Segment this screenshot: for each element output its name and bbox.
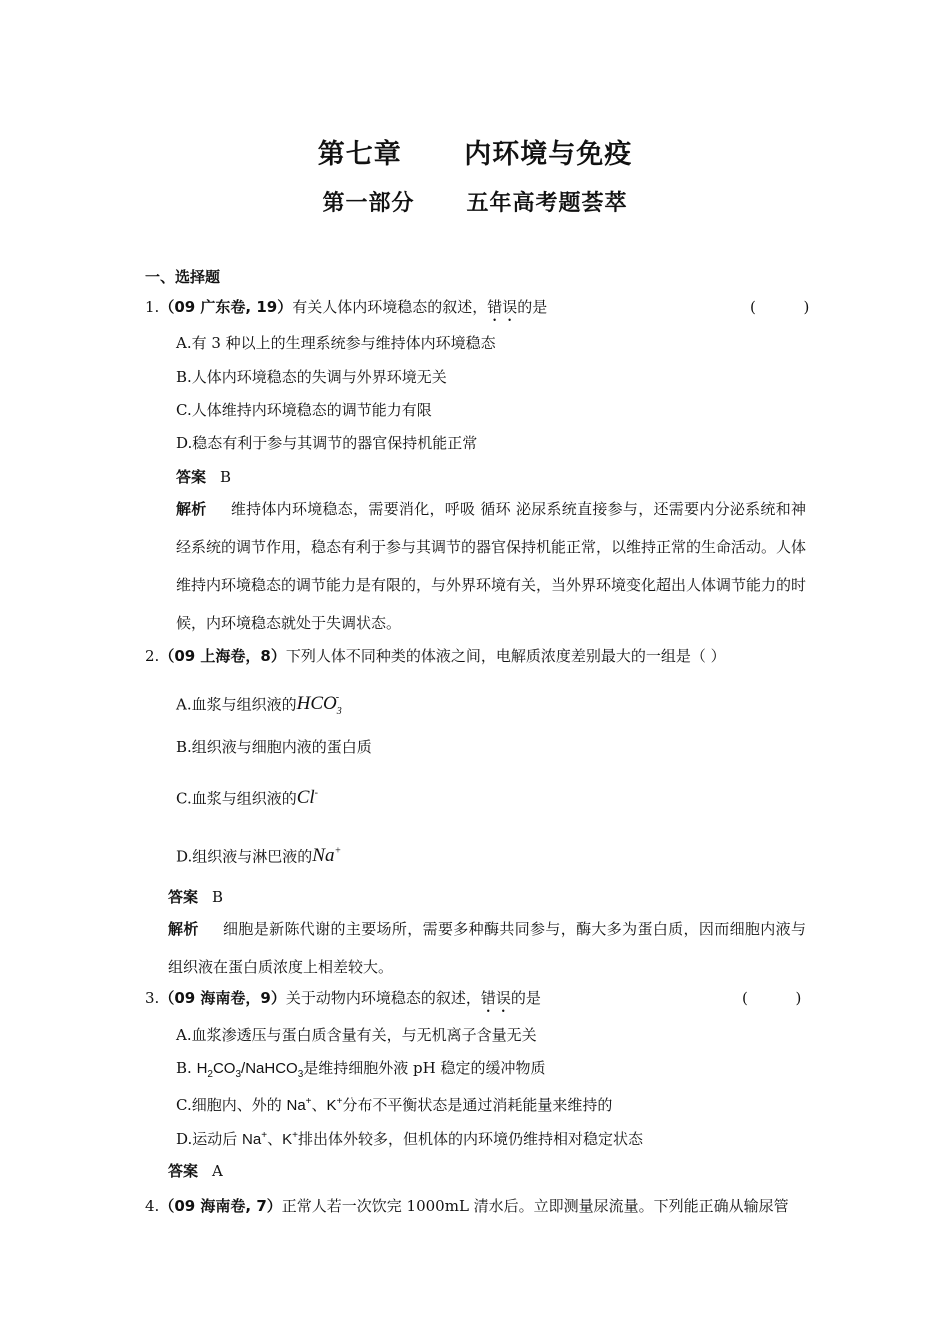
question-stem-end: 的是	[510, 989, 541, 1007]
answer-label: 答案	[168, 888, 199, 906]
question-source: （09 上海卷，8）	[159, 647, 286, 665]
question-3	[145, 988, 541, 1016]
question-4	[145, 1196, 789, 1216]
question-stem: 关于动物内环境稳态的叙述，	[285, 989, 481, 1007]
chemical-formula: $H_2CO_3/NaHCO_3$	[196, 1060, 304, 1080]
ion-na: Na+	[242, 1130, 268, 1148]
option-a: A.血浆渗透压与蛋白质含量有关，与无机离子含量无关	[176, 1026, 537, 1044]
question-stem: 正常人若一次饮完 1000mL 清水后。立即测量尿流量。下列能正确从输尿管	[281, 1197, 789, 1215]
option-a	[176, 690, 342, 722]
question-source: （09 广东卷, 19）	[159, 298, 293, 316]
answer-value: B	[212, 888, 224, 906]
section-heading: 一、选择题	[145, 268, 221, 286]
option-d: D.稳态有利于参与其调节的器官保持机能正常	[176, 434, 478, 452]
analysis-paragraph	[168, 910, 806, 986]
question-stem: 有关人体内环境稳态的叙述，	[292, 298, 488, 316]
answer-line	[168, 887, 223, 907]
answer-blank: ( )	[742, 989, 802, 1007]
question-source: （09 海南卷，9）	[159, 989, 286, 1007]
option-text: D.组织液与淋巴液的	[176, 847, 313, 866]
option-c	[176, 784, 318, 808]
analysis-text: 维持体内环境稳态，需要消化，呼吸 循环 泌尿系统直接参与，还需要内分泌系统和神经系统的调节作用，稳态有利于参与其调节的器官保持机能正常，以维持正常的生命活动。人体维持内环境稳态的调节能力是有限的，与外界环境有关，当外界环境变化超出人体调节能力的时候，内环境稳态就处于失调状态。	[176, 500, 807, 632]
option-c: C.细胞内、外的 Na+、K+分布不平衡状态是通过消耗能量来维持的	[176, 1096, 613, 1114]
question-1	[145, 297, 547, 325]
option-b: B.人体内环境稳态的失调与外界环境无关	[176, 368, 447, 386]
question-source: （09 海南卷, 7）	[159, 1197, 282, 1215]
answer-line	[176, 467, 231, 487]
question-stem: 下列人体不同种类的体液之间，电解质浓度差别最大的一组是	[285, 647, 691, 665]
answer-value: B	[220, 468, 232, 486]
ion-k: K+	[326, 1096, 343, 1114]
answer-label: 答案	[168, 1162, 199, 1180]
option-b: B.组织液与细胞内液的蛋白质	[176, 738, 372, 756]
analysis-text: 细胞是新陈代谢的主要场所，需要多种酶共同参与，酶大多为蛋白质，因而细胞内液与组织液在蛋白质浓度上相差较大。	[168, 920, 806, 976]
question-number: 3.	[145, 989, 160, 1007]
question-number: 2.	[145, 647, 160, 665]
question-2	[145, 646, 726, 666]
answer-label: 答案	[176, 468, 207, 486]
question-number: 4.	[145, 1197, 160, 1215]
formula: $HCO_3^-$	[296, 692, 342, 718]
answer-blank: ( )	[750, 298, 810, 316]
option-text: A.血浆与组织液的	[176, 695, 297, 714]
formula: Cl-	[296, 787, 319, 809]
question-number: 1.	[145, 298, 160, 316]
option-a: A.有 3 种以上的生理系统参与维持体内环境稳态	[176, 334, 496, 352]
option-d: D.运动后 Na+、K+排出体外较多，但机体的内环境仍维持相对稳定状态	[176, 1130, 643, 1148]
chapter-title: 第七章 内环境与免疫	[317, 139, 633, 170]
analysis-paragraph	[176, 490, 806, 642]
question-stem-end: 的是	[517, 298, 548, 316]
answer-blank: （ ）	[690, 647, 726, 665]
emphasis-text: 错误	[480, 989, 511, 1007]
answer-value: A	[212, 1162, 223, 1180]
option-b: B. $H_2CO_3/NaHCO_3$是维持细胞外液 pH 稳定的缓冲物质	[176, 1059, 546, 1080]
ion-na: Na+	[286, 1096, 312, 1114]
analysis-label: 解析	[176, 500, 207, 518]
option-d	[176, 842, 341, 866]
option-text: C.血浆与组织液的	[176, 789, 297, 808]
option-c: C.人体维持内环境稳态的调节能力有限	[176, 401, 432, 419]
ion-k: K+	[282, 1130, 298, 1148]
analysis-label: 解析	[168, 920, 199, 938]
formula: Na+	[312, 845, 342, 867]
answer-line	[168, 1161, 223, 1181]
part-title: 第一部分 五年高考题荟萃	[322, 191, 628, 216]
emphasis-text: 错误	[487, 298, 518, 316]
